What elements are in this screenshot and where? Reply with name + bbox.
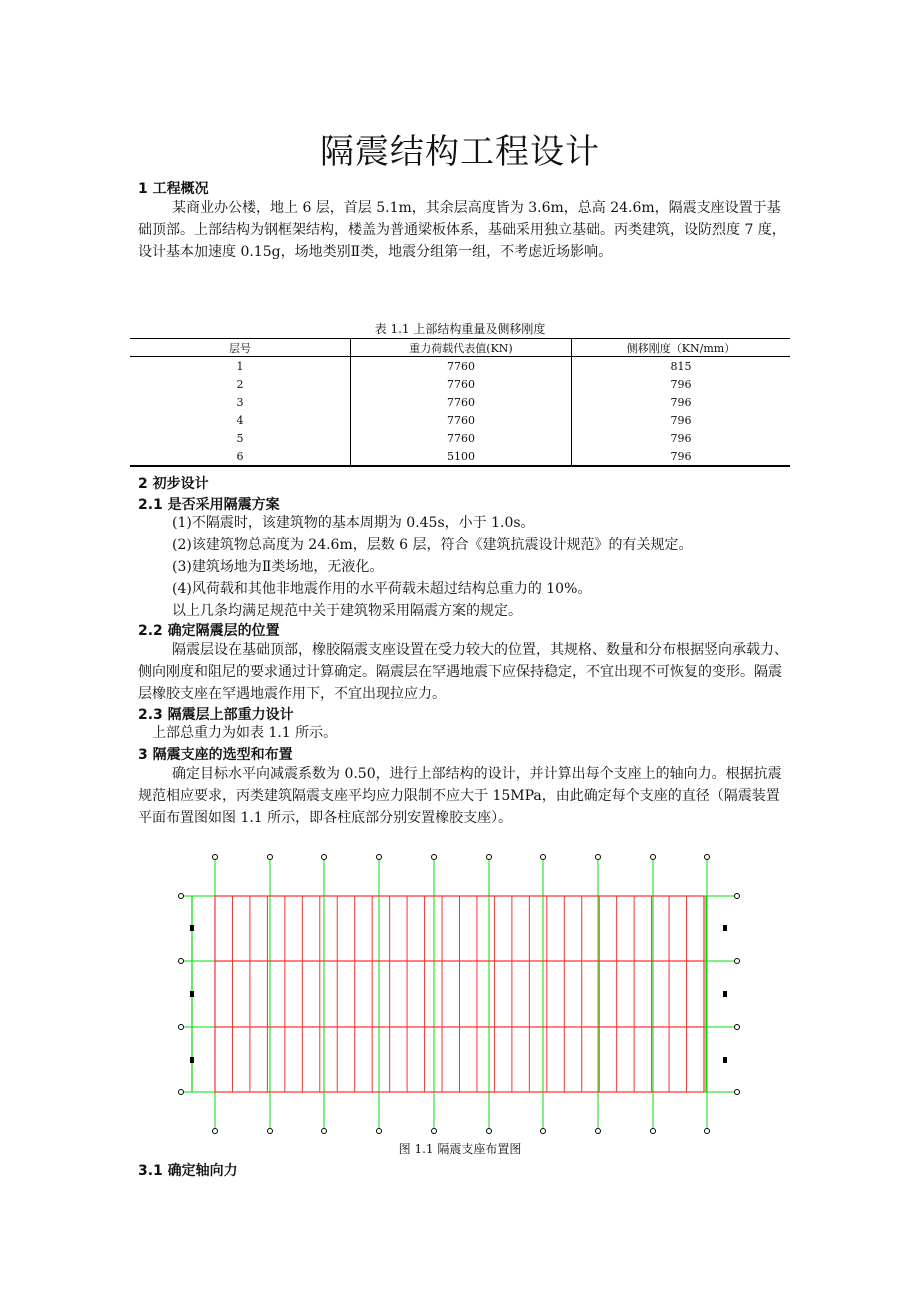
cell-stiffness: 796 bbox=[572, 375, 791, 393]
axis-bubble bbox=[432, 855, 437, 860]
table-header-row bbox=[130, 339, 790, 357]
cell-floor: 5 bbox=[236, 431, 244, 445]
axis-bubble bbox=[651, 855, 656, 860]
bearing-mark bbox=[723, 1057, 727, 1063]
header-gravity-load: 重力荷载代表值(KN) bbox=[351, 339, 572, 357]
table-row bbox=[130, 447, 790, 466]
section-1-heading: 1 工程概况 bbox=[138, 181, 209, 197]
table-row bbox=[130, 393, 790, 411]
axis-bubble bbox=[541, 855, 546, 860]
axis-bubble bbox=[705, 1129, 710, 1134]
cell-load: 5100 bbox=[351, 447, 572, 466]
axis-bubble bbox=[705, 855, 710, 860]
cell-floor: 6 bbox=[130, 447, 351, 466]
figure-caption: 图 1.1 隔震支座布置图 bbox=[398, 1142, 522, 1156]
section-2-2-heading: 2.2 确定隔震层的位置 bbox=[138, 623, 280, 639]
section-3-heading: 3 隔震支座的选型和布置 bbox=[138, 747, 293, 763]
bearing-mark bbox=[723, 925, 727, 931]
axis-bubble bbox=[487, 855, 492, 860]
cell-stiffness: 796 bbox=[572, 429, 791, 447]
section-3-paragraph: 确定目标水平向减震系数为 0.50，进行上部结构的设计，并计算出每个支座上的轴向力。根据抗震规范相应要求，丙类建筑隔震支座平均应力限制不应大于 15MPa，由此确定每个支座的直径（隔震装置平面布置图如图 1.1 所示，即各柱底部分别安置橡胶支座）。 bbox=[138, 766, 782, 826]
document-title: 隔震结构工程设计 bbox=[320, 132, 600, 172]
axis-bubble bbox=[735, 1025, 740, 1030]
axis-bubble bbox=[377, 1129, 382, 1134]
cell-stiffness: 815 bbox=[572, 357, 791, 376]
table-row bbox=[130, 411, 790, 429]
cell-stiffness: 796 bbox=[572, 447, 791, 466]
cell-floor: 1 bbox=[236, 359, 244, 373]
axis-bubble bbox=[541, 1129, 546, 1134]
cell-stiffness: 796 bbox=[572, 411, 791, 429]
list-item: (4)风荷载和其他非地震作用的水平荷载未超过结构总重力的 10%。 bbox=[172, 581, 592, 597]
axis-bubble bbox=[432, 1129, 437, 1134]
bearing-mark bbox=[723, 991, 727, 997]
isolation-bearing-layout-plan bbox=[170, 846, 750, 1142]
axis-bubble bbox=[322, 1129, 327, 1134]
axis-bubble bbox=[213, 855, 218, 860]
table-row bbox=[130, 429, 790, 447]
cell-floor: 4 bbox=[236, 413, 244, 427]
axis-bubble bbox=[735, 1090, 740, 1095]
list-item: 以上几条均满足规范中关于建筑物采用隔震方案的规定。 bbox=[172, 603, 522, 619]
structure-weight-table bbox=[130, 338, 790, 467]
axis-bubble bbox=[377, 855, 382, 860]
header-lateral-stiffness: 侧移刚度（KN/mm） bbox=[572, 339, 791, 357]
cell-floor: 3 bbox=[236, 395, 244, 409]
axis-bubble bbox=[268, 1129, 273, 1134]
axis-bubble bbox=[596, 1129, 601, 1134]
header-floor: 层号 bbox=[130, 339, 351, 357]
axis-bubble bbox=[735, 959, 740, 964]
axis-bubble bbox=[596, 855, 601, 860]
cell-load: 7760 bbox=[351, 357, 572, 376]
cell-stiffness: 796 bbox=[572, 393, 791, 411]
axis-bubble bbox=[179, 1090, 184, 1095]
table-row bbox=[130, 357, 790, 376]
list-item: (2)该建筑物总高度为 24.6m，层数 6 层，符合《建筑抗震设计规范》的有关规定。 bbox=[172, 537, 693, 553]
list-item: (1)不隔震时，该建筑物的基本周期为 0.45s，小于 1.0s。 bbox=[172, 515, 535, 531]
table-caption: 表 1.1 上部结构重量及侧移刚度 bbox=[374, 322, 546, 336]
axis-bubble bbox=[487, 1129, 492, 1134]
section-2-3-heading: 2.3 隔震层上部重力设计 bbox=[138, 707, 294, 723]
cell-load: 7760 bbox=[351, 411, 572, 429]
section-2-1-heading: 2.1 是否采用隔震方案 bbox=[138, 497, 280, 513]
section-2-heading: 2 初步设计 bbox=[138, 476, 209, 492]
cell-load: 7760 bbox=[351, 429, 572, 447]
axis-bubble bbox=[322, 855, 327, 860]
list-item: (3)建筑场地为Ⅱ类场地，无液化。 bbox=[172, 559, 384, 575]
cell-load: 7760 bbox=[351, 393, 572, 411]
axis-bubble bbox=[268, 855, 273, 860]
axis-bubble bbox=[651, 1129, 656, 1134]
axis-bubble bbox=[213, 1129, 218, 1134]
bearing-mark bbox=[190, 991, 194, 997]
axis-bubble bbox=[179, 959, 184, 964]
bearing-mark bbox=[190, 925, 194, 931]
axis-bubble bbox=[179, 894, 184, 899]
table-row bbox=[130, 375, 790, 393]
axis-bubble bbox=[179, 1025, 184, 1030]
section-1-paragraph: 某商业办公楼，地上 6 层，首层 5.1m，其余层高度皆为 3.6m，总高 24.6m，隔震支座设置于基础顶部。上部结构为钢框架结构，楼盖为普通梁板体系，基础采用独立基础。丙类建筑，设防烈度 7 度，设计基本加速度 0.15g，场地类别Ⅱ类，地震分组第一组，不考虑近场影响。 bbox=[138, 200, 786, 260]
cell-floor: 2 bbox=[236, 377, 244, 391]
cell-load: 7760 bbox=[351, 375, 572, 393]
bearing-mark bbox=[190, 1057, 194, 1063]
section-3-1-heading: 3.1 确定轴向力 bbox=[138, 1163, 238, 1179]
section-2-2-paragraph: 隔震层设在基础顶部，橡胶隔震支座设置在受力较大的位置，其规格、数量和分布根据竖向承载力、侧向刚度和阻尼的要求通过计算确定。隔震层在罕遇地震下应保持稳定，不宜出现不可恢复的变形。隔震层橡胶支座在罕遇地震作用下，不宜出现拉应力。 bbox=[138, 642, 788, 702]
section-2-3-paragraph: 上部总重力为如表 1.1 所示。 bbox=[152, 725, 338, 741]
axis-bubble bbox=[735, 894, 740, 899]
